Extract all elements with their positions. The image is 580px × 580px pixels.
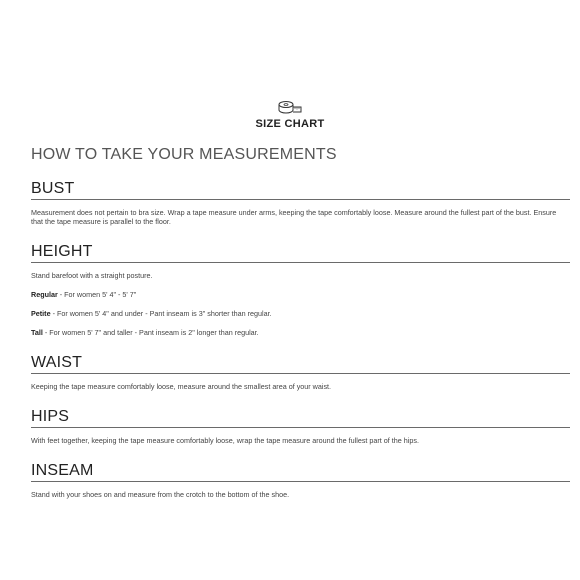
section-title-bust: BUST bbox=[31, 179, 570, 200]
section-title-inseam: INSEAM bbox=[31, 461, 570, 482]
measurements-content bbox=[31, 145, 570, 515]
size-desc-regular: - For women 5' 4" - 5' 7" bbox=[57, 290, 137, 299]
section-title-waist: WAIST bbox=[31, 353, 570, 374]
size-label-petite: Petite bbox=[31, 309, 51, 318]
size-line-tall bbox=[31, 328, 570, 337]
section-text-bust: Measurement does not pertain to bra size. Wrap a tape measure under arms, keeping the tape comfortably loose. Measure around the fullest part of the bust. Ensure that the tape measure is parallel to the floor. bbox=[31, 208, 557, 226]
section-waist bbox=[31, 353, 570, 391]
section-inseam bbox=[31, 461, 570, 499]
section-title-hips: HIPS bbox=[31, 407, 570, 428]
page-title: HOW TO TAKE YOUR MEASUREMENTS bbox=[31, 146, 337, 163]
section-text-height: Stand barefoot with a straight posture. bbox=[31, 271, 153, 280]
size-chart-header bbox=[0, 100, 580, 130]
section-height bbox=[31, 242, 570, 337]
size-label-tall: Tall bbox=[31, 328, 43, 337]
size-line-regular bbox=[31, 290, 570, 299]
section-text-inseam: Stand with your shoes on and measure from the crotch to the bottom of the shoe. bbox=[31, 490, 290, 499]
tape-measure-icon bbox=[277, 100, 303, 116]
size-desc-tall: - For women 5' 7" and taller - Pant inseam is 2" longer than regular. bbox=[42, 328, 259, 337]
section-bust bbox=[31, 179, 570, 226]
size-label-regular: Regular bbox=[31, 290, 58, 299]
section-hips bbox=[31, 407, 570, 445]
size-desc-petite: - For women 5' 4" and under - Pant inseam is 3" shorter than regular. bbox=[50, 309, 272, 318]
section-title-height: HEIGHT bbox=[31, 242, 570, 263]
section-text-hips: With feet together, keeping the tape measure comfortably loose, wrap the tape measure around the fullest part of the hips. bbox=[31, 436, 419, 445]
size-line-petite bbox=[31, 309, 570, 318]
section-text-waist: Keeping the tape measure comfortably loose, measure around the smallest area of your waist. bbox=[31, 382, 332, 391]
size-chart-title: SIZE CHART bbox=[255, 118, 325, 130]
